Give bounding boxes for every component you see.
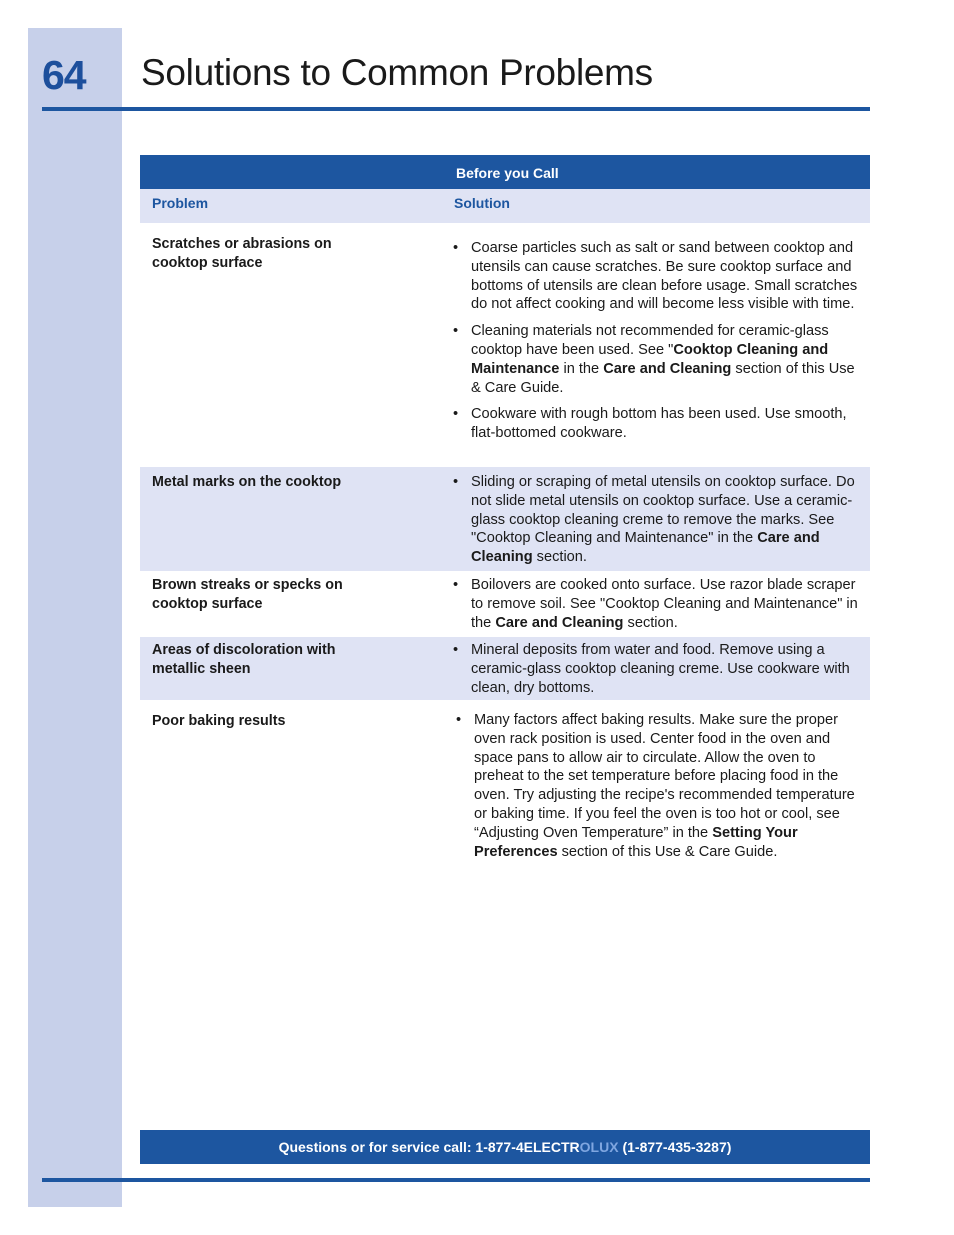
bottom-rule — [42, 1178, 870, 1182]
side-bar — [28, 28, 122, 1207]
page-title: Solutions to Common Problems — [141, 52, 653, 93]
solution-text: Sliding or scraping of metal utensils on cooktop surface. Do not slide metal utensils on cooktop surface. Use a ceramic-glass cooktop cleaning creme to remove the marks. See "Cooktop Cleaning and Maintenance" in the — [471, 474, 855, 547]
table-title: Before you Call — [456, 165, 559, 181]
service-call-banner — [140, 1130, 870, 1164]
table-row — [140, 637, 870, 700]
bold-reference: Care and Cleaning — [603, 360, 732, 377]
bullet-dot: • — [453, 577, 459, 593]
table-row — [140, 467, 870, 571]
bold-reference: Care and Cleaning — [495, 614, 624, 631]
solution-bullet — [453, 322, 863, 397]
bullet-dot: • — [453, 642, 459, 658]
bullet-dot: • — [456, 712, 462, 728]
solution-text: in the — [559, 360, 604, 377]
table-row — [140, 571, 870, 637]
solution-cell — [453, 576, 863, 632]
solution-text: Boilovers are cooked onto surface. Use razor blade scraper to remove soil. See "Cooktop Cleaning and Maintenance" in the — [471, 577, 858, 631]
solution-text: Cookware with rough bottom has been used. Use smooth, flat-bottomed cookware. — [471, 406, 847, 442]
solution-cell — [453, 641, 863, 697]
column-header-problem: Problem — [152, 194, 209, 211]
bullet-dot: • — [453, 240, 459, 256]
top-rule — [42, 107, 870, 111]
table-title-bar — [140, 155, 870, 189]
table-row — [140, 223, 870, 467]
column-header-solution: Solution — [454, 194, 510, 211]
solution-bullet — [453, 473, 863, 567]
solution-text: section. — [623, 614, 678, 631]
problem-text: Scratches or abrasions on cooktop surface — [152, 236, 332, 271]
bold-reference: Setting Your Preferences — [474, 824, 798, 860]
bullet-dot: • — [453, 323, 459, 340]
solution-text: Coarse particles such as salt or sand between cooktop and utensils can cause scratches. Be sure cooktop surface and bottoms of utensils are clean before usage. Small scratches do not affect cooking and will become less visible with time. — [471, 240, 858, 313]
service-call-suffix: (1-877-435-3287) — [618, 1139, 732, 1155]
bold-reference: Care and Cleaning — [471, 530, 820, 566]
solution-bullet — [453, 405, 863, 443]
table-row — [140, 700, 870, 890]
solution-bullet — [453, 239, 863, 314]
solution-text: section of this Use & Care Guide. — [557, 843, 778, 860]
bold-reference: Cooktop Cleaning and Maintenance — [471, 341, 829, 377]
solution-cell — [453, 473, 863, 567]
solution-bullet — [453, 576, 863, 632]
bullet-dot: • — [453, 406, 459, 423]
page-number: 64 — [42, 52, 86, 98]
problem-text: Metal marks on the cooktop — [152, 474, 342, 490]
solution-text: section of this Use & Care Guide. — [471, 360, 855, 396]
column-header-row — [140, 189, 870, 223]
problem-text: Areas of discoloration with metallic sheen — [152, 642, 336, 677]
service-call-highlight: OLUX — [579, 1139, 619, 1155]
solution-bullet — [453, 641, 863, 697]
solution-cell — [453, 239, 863, 443]
solution-text: Mineral deposits from water and food. Remove using a ceramic-glass cooktop cleaning creme. Use cookware with clean, dry bottoms. — [471, 642, 850, 696]
bullet-dot: • — [453, 474, 459, 490]
problem-text: Poor baking results — [152, 713, 286, 729]
solution-text: section. — [532, 549, 587, 566]
solution-bullet — [456, 711, 866, 861]
solution-cell — [456, 711, 866, 861]
troubleshooting-table — [140, 155, 870, 890]
solution-text: Many factors affect baking results. Make sure the proper oven rack position is used. Center food in the oven and space pans to allow air to circulate. Allow the oven to preheat to the set temperature before placing food in the oven. Try adjusting the recipe's recommended temperature or baking time. If you feel the oven is too hot or cool, see “Adjusting Oven Temperature” in the — [474, 712, 855, 841]
problem-text: Brown streaks or specks on cooktop surface — [152, 577, 343, 612]
solution-text: Cleaning materials not recommended for ceramic-glass cooktop have been used. See " — [471, 323, 829, 358]
service-call-prefix: Questions or for service call: 1-877-4ELECTR — [278, 1139, 580, 1155]
